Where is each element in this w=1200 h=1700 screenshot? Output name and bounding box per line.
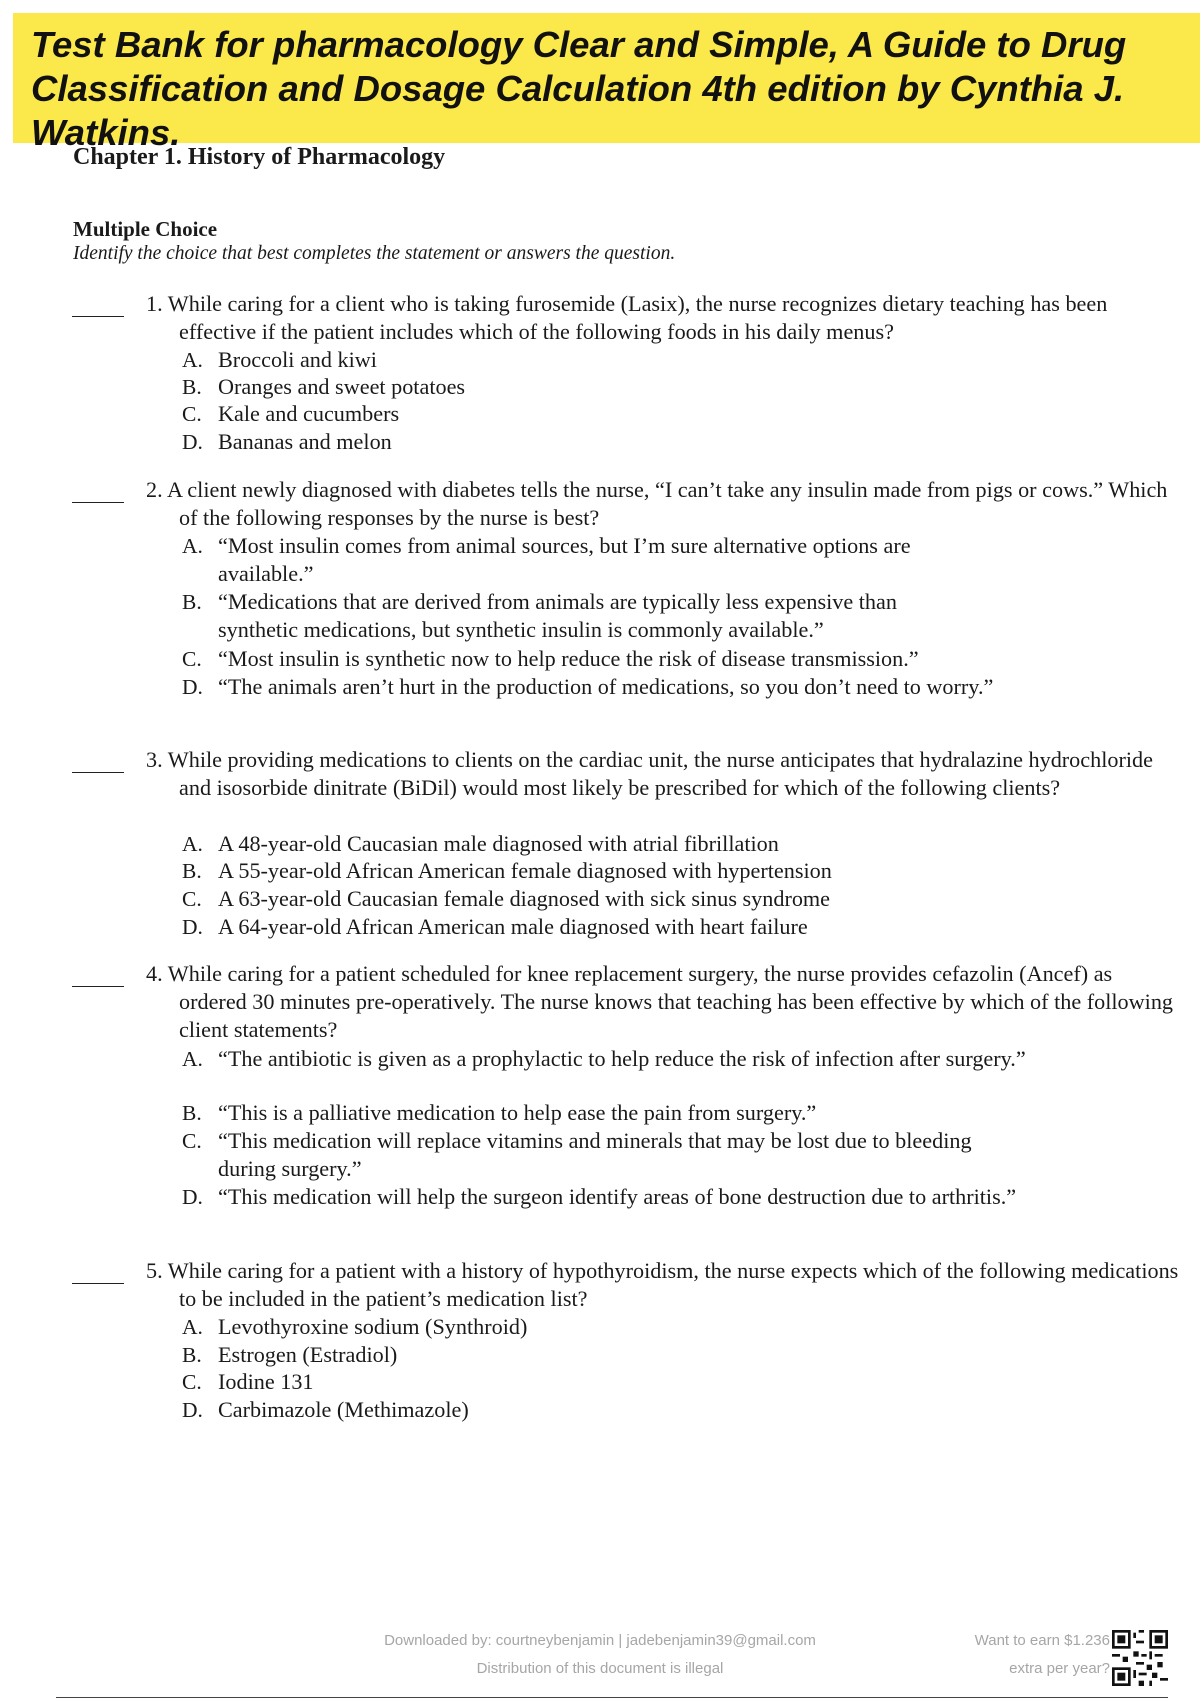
footer-promo-line-1[interactable]: Want to earn $1.236 — [974, 1632, 1110, 1649]
question-stem: 3. While providing medications to clients on the cardiac unit, the nurse anticipates that hydralazine hydrochloride and isosorbide dinitrate (BiDil) would most likely be prescribed for which of the following clients? — [146, 747, 1153, 800]
option-text: A 55-year-old African American female diagnosed with hypertension — [218, 858, 832, 883]
answer-blank[interactable] — [72, 986, 124, 987]
option-text: Kale and cucumbers — [218, 401, 400, 426]
footer-promo-line-2[interactable]: extra per year? — [1009, 1660, 1110, 1677]
bottom-rule — [56, 1697, 1168, 1698]
option-letter: B. — [182, 1343, 202, 1367]
option-text: “This medication will replace vitamins and minerals that may be lost due to bleeding during surgery.” — [218, 1128, 972, 1181]
section-instructions: Identify the choice that best completes the statement or answers the question. — [73, 243, 676, 264]
option-letter: B. — [182, 1101, 202, 1125]
page-footer — [0, 1620, 1200, 1700]
section-heading: Multiple Choice — [73, 217, 218, 241]
option-text: Broccoli and kiwi — [218, 347, 377, 372]
option-text: “This is a palliative medication to help ease the pain from surgery.” — [218, 1100, 817, 1125]
option-text: Estrogen (Estradiol) — [218, 1342, 398, 1367]
chapter-title: Chapter 1. History of Pharmacology — [73, 144, 446, 170]
option-text: Oranges and sweet potatoes — [218, 374, 466, 399]
footer-downloaded-by: Downloaded by: courtneybenjamin | jadebenjamin39@gmail.com — [384, 1632, 816, 1649]
question-stem: 5. While caring for a patient with a history of hypothyroidism, the nurse expects which of the following medications to be included in the patient’s medication list? — [146, 1258, 1179, 1311]
option-letter: A. — [182, 832, 203, 856]
option-letter: A. — [182, 348, 203, 372]
option-text: “The animals aren’t hurt in the production of medications, so you don’t need to worry.” — [218, 674, 994, 699]
qr-code-icon[interactable] — [1112, 1630, 1168, 1686]
answer-blank[interactable] — [72, 502, 124, 503]
answer-blank[interactable] — [72, 316, 124, 317]
option-text: “This medication will help the surgeon identify areas of bone destruction due to arthritis.” — [218, 1184, 1017, 1209]
option-text: Carbimazole (Methimazole) — [218, 1397, 469, 1422]
option-text: “Medications that are derived from animals are typically less expensive than synthetic medications, but synthetic insulin is commonly available.” — [218, 589, 897, 642]
option-letter: C. — [182, 887, 202, 911]
option-letter: C. — [182, 647, 202, 671]
option-letter: B. — [182, 859, 202, 883]
option-letter: C. — [182, 1370, 202, 1394]
option-text: A 48-year-old Caucasian male diagnosed with atrial fibrillation — [218, 831, 779, 856]
option-letter: B. — [182, 590, 202, 614]
answer-blank[interactable] — [72, 772, 124, 773]
option-letter: D. — [182, 1185, 203, 1209]
option-text: “Most insulin is synthetic now to help reduce the risk of disease transmission.” — [218, 646, 919, 671]
footer-distribution-notice: Distribution of this document is illegal — [476, 1660, 724, 1677]
option-letter: D. — [182, 675, 203, 699]
option-letter: C. — [182, 402, 202, 426]
option-text: “Most insulin comes from animal sources, but I’m sure alternative options are available.” — [218, 533, 911, 586]
option-text: A 63-year-old Caucasian female diagnosed with sick sinus syndrome — [218, 886, 831, 911]
option-letter: B. — [182, 375, 202, 399]
option-text: A 64-year-old African American male diagnosed with heart failure — [218, 914, 808, 939]
option-letter: C. — [182, 1129, 202, 1153]
option-text: Bananas and melon — [218, 429, 392, 454]
option-text: “The antibiotic is given as a prophylactic to help reduce the risk of infection after surgery.” — [218, 1046, 1026, 1071]
title-banner — [13, 13, 1200, 153]
option-letter: D. — [182, 915, 203, 939]
answer-blank[interactable] — [72, 1283, 124, 1284]
option-text: Iodine 131 — [218, 1369, 314, 1394]
question-stem: 4. While caring for a patient scheduled for knee replacement surgery, the nurse provides cefazolin (Ancef) as ordered 30 minutes pre-operatively. The nurse knows that teaching has been effective by which of the following client statements? — [146, 961, 1174, 1042]
question-stem: 2. A client newly diagnosed with diabetes tells the nurse, “I can’t take any insulin made from pigs or cows.” Which of the following responses by the nurse is best? — [146, 477, 1168, 530]
option-letter: A. — [182, 1315, 203, 1339]
option-letter: D. — [182, 1398, 203, 1422]
question-stem: 1. While caring for a client who is taking furosemide (Lasix), the nurse recognizes dietary teaching has been effective if the patient includes which of the following foods in his daily menus? — [146, 291, 1108, 344]
document-title: Test Bank for pharmacology Clear and Simple, A Guide to Drug Classification and Dosage Calculation 4th edition by Cynthia J. Watkins. — [31, 24, 1127, 153]
option-letter: D. — [182, 430, 203, 454]
option-letter: A. — [182, 534, 203, 558]
option-text: Levothyroxine sodium (Synthroid) — [218, 1314, 528, 1339]
option-letter: A. — [182, 1047, 203, 1071]
